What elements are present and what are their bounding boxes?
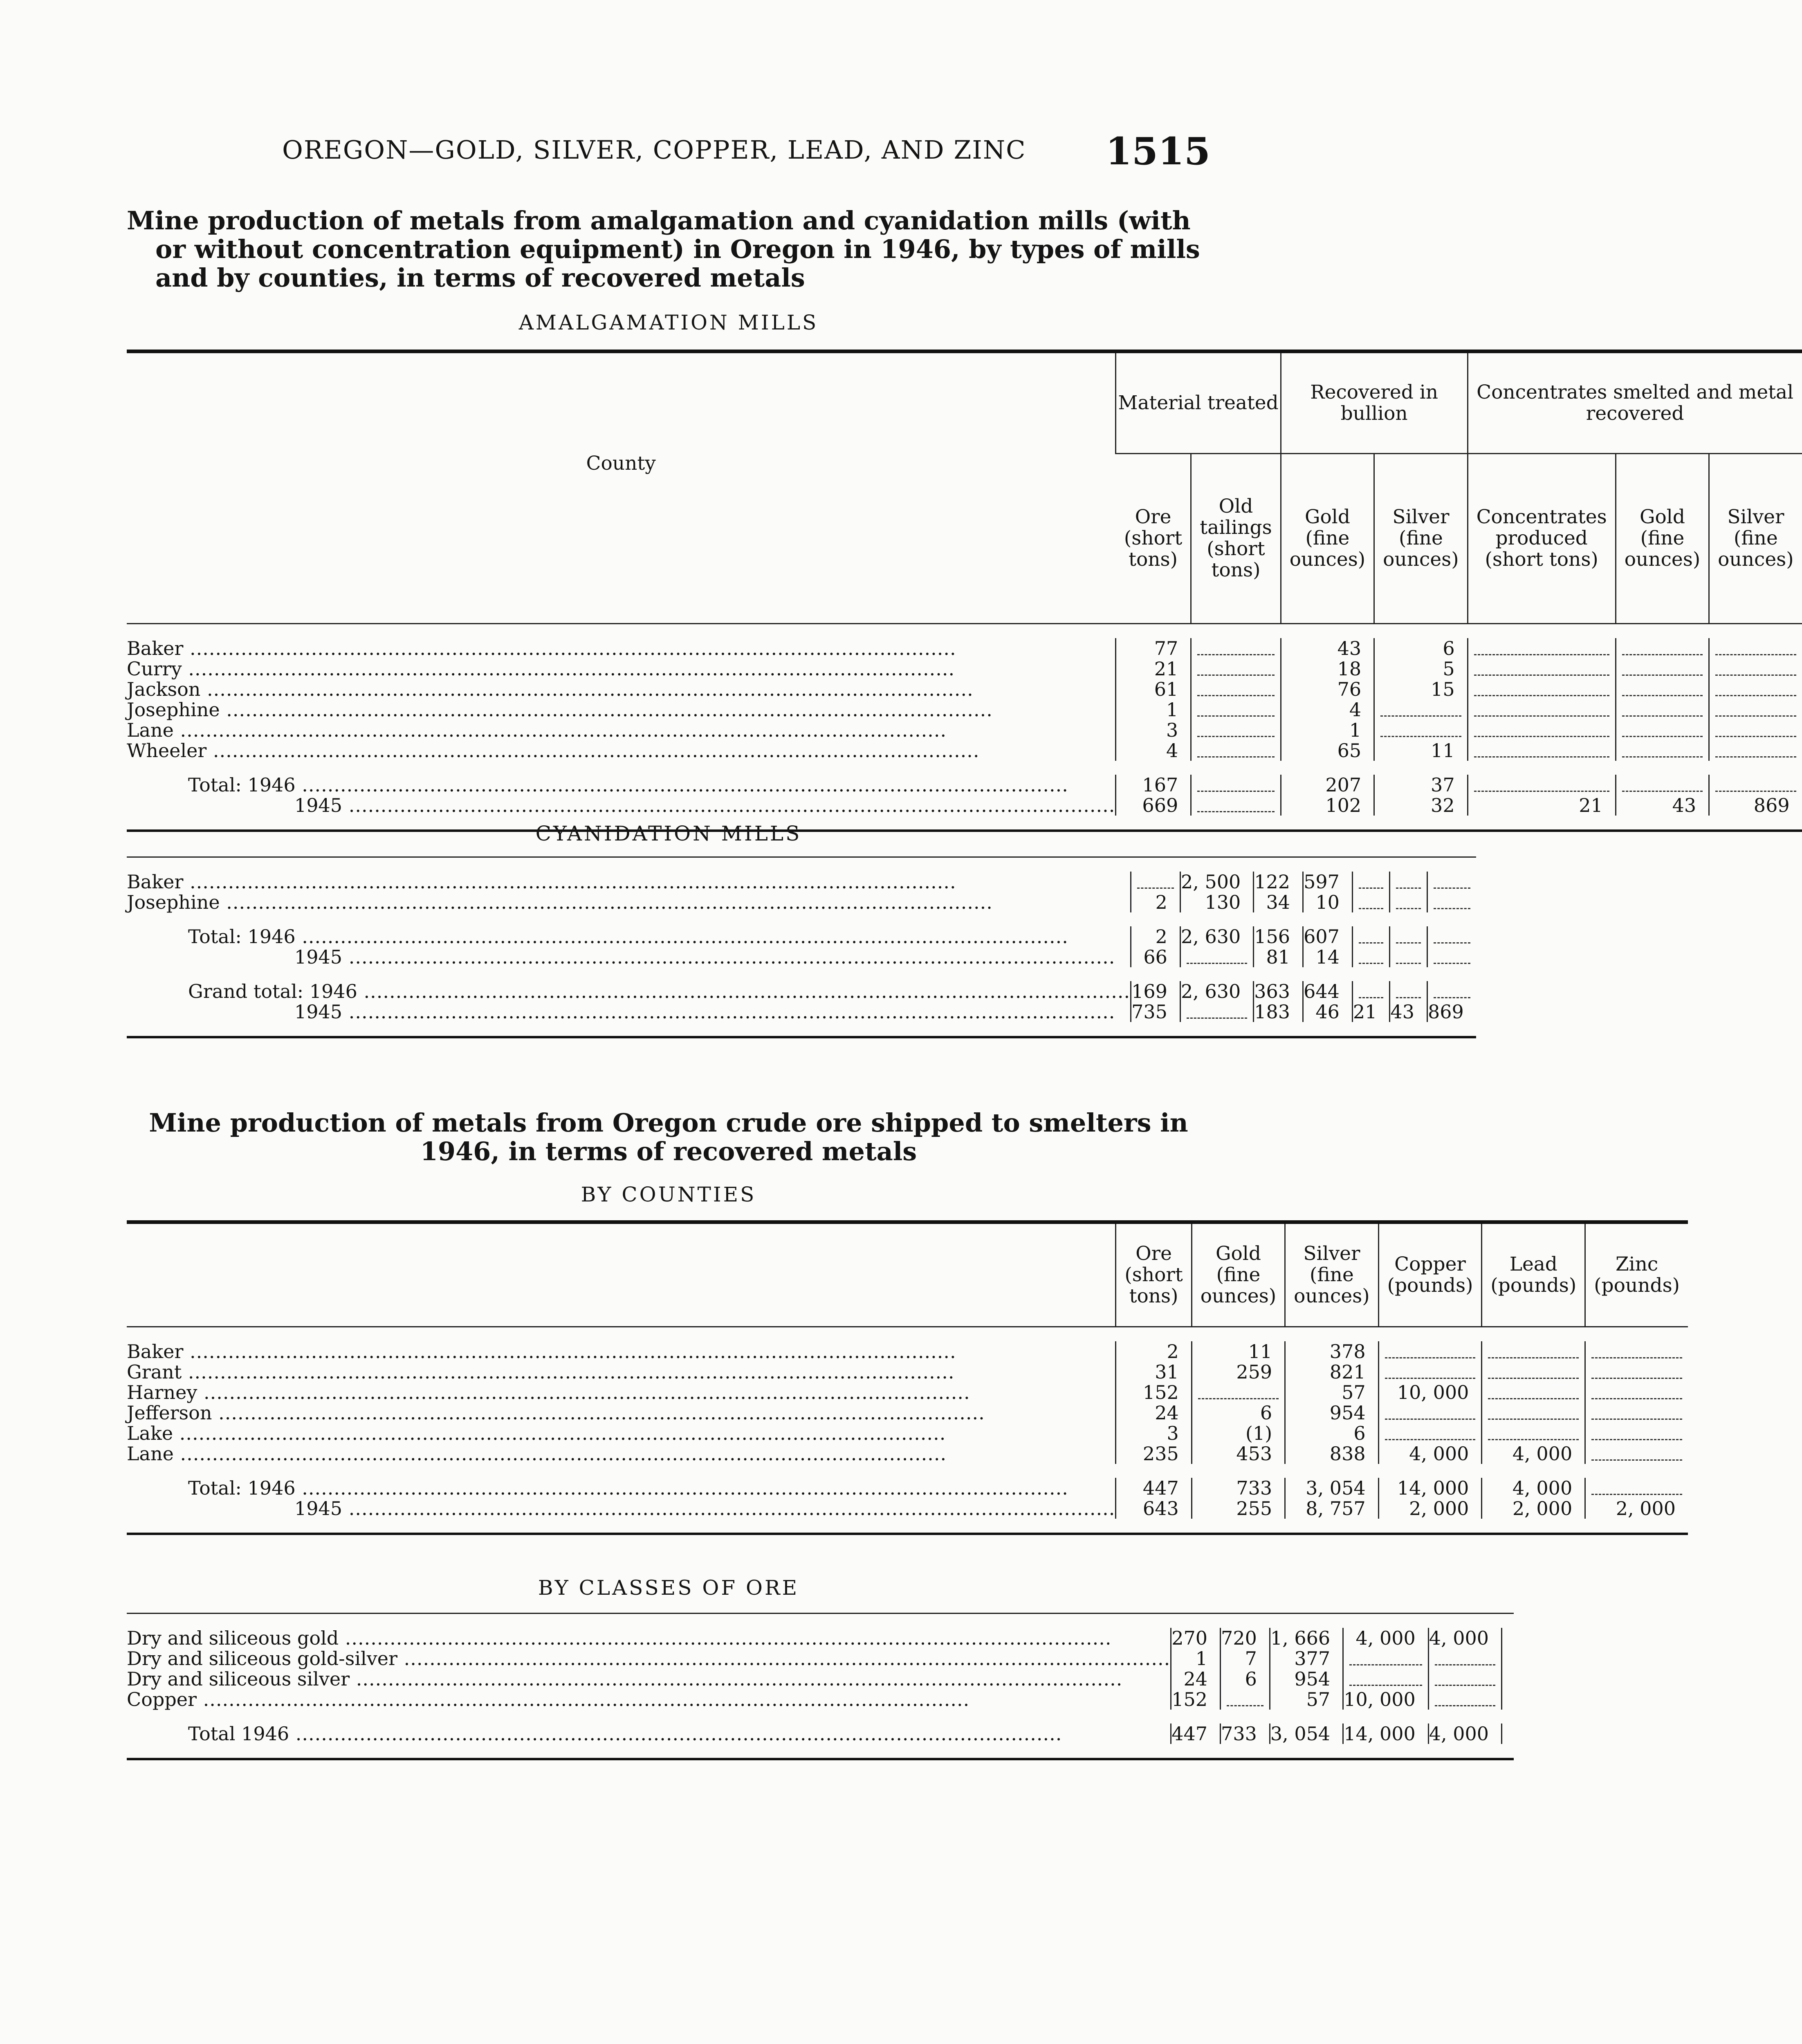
table1-caption: Mine production of metals from amalgamation and cyanidation mills (with or without concentration equipment) in Oregon in 1946, by types of mills and by counties, in terms of recovered metals xyxy=(127,206,1200,293)
total-row xyxy=(127,947,1476,967)
cell-gold: 65 xyxy=(1281,740,1374,761)
cell-silver: 32 xyxy=(1374,795,1468,816)
row-label-text: Lane xyxy=(127,1443,174,1465)
cyanidation-title: CYANIDATION MILLS xyxy=(535,822,802,845)
empty-cell-dashes xyxy=(1427,947,1476,967)
empty-cell-dashes xyxy=(1191,659,1281,679)
empty-cell-dashes xyxy=(1378,1403,1482,1423)
cell-gold: 7 xyxy=(1221,1648,1270,1669)
row-label: Josephine ........................................................................................................................ xyxy=(127,699,993,721)
cell-lead: 4, 000 xyxy=(1428,1628,1501,1648)
cell-gold: 34 xyxy=(1254,892,1303,912)
empty-cell-dashes xyxy=(1428,1689,1501,1710)
cell-csilver: 869 xyxy=(1709,795,1802,816)
row-label-text: Dry and siliceous gold-silver xyxy=(127,1647,397,1670)
cell-ore: 31 xyxy=(1116,1362,1192,1382)
empty-cell-dashes xyxy=(1378,1341,1482,1362)
table-row xyxy=(127,659,1802,679)
t2-col-gold: Gold (fine ounces) xyxy=(1192,1222,1285,1327)
cell-ore: 2 xyxy=(1131,892,1180,912)
cell-gold: 720 xyxy=(1221,1628,1270,1648)
cell-ore: 77 xyxy=(1116,638,1191,659)
cell-ore: 447 xyxy=(1171,1724,1221,1744)
empty-cell-dashes xyxy=(1390,872,1427,892)
empty-cell-dashes xyxy=(1378,1423,1482,1443)
empty-cell-dashes xyxy=(1131,872,1180,892)
empty-cell-dashes xyxy=(1502,1669,1514,1689)
empty-cell-dashes xyxy=(1221,1689,1270,1710)
cell-gold: 733 xyxy=(1221,1724,1270,1744)
col-concentrates-produced: Concentrates produced (short tons) xyxy=(1468,453,1616,623)
empty-cell-dashes xyxy=(1352,981,1390,1002)
cell-copper: 2, 000 xyxy=(1378,1498,1482,1519)
empty-cell-dashes xyxy=(1352,872,1390,892)
cell-gold: 733 xyxy=(1192,1478,1285,1498)
table-row xyxy=(127,1341,1688,1362)
cell-gold: 255 xyxy=(1192,1498,1285,1519)
row-label-text: Josephine xyxy=(127,891,220,913)
row-label-text: Wheeler xyxy=(127,740,207,762)
cell-silver: 46 xyxy=(1303,1002,1353,1022)
row-label: Jefferson ........................................................................................................................ xyxy=(127,1402,985,1424)
cell-silver: 644 xyxy=(1303,981,1353,1002)
by-counties-title: BY COUNTIES xyxy=(581,1183,756,1206)
cell-silver: 377 xyxy=(1270,1648,1343,1669)
cell-gold: 76 xyxy=(1281,679,1374,699)
empty-cell-dashes xyxy=(1502,1724,1514,1744)
cell-ore: 235 xyxy=(1116,1443,1192,1464)
empty-cell-dashes xyxy=(1352,947,1390,967)
empty-cell-dashes xyxy=(1709,775,1802,795)
cell-lead: 4, 000 xyxy=(1482,1478,1585,1498)
table-row xyxy=(127,1423,1688,1443)
cell-gold: 183 xyxy=(1254,1002,1303,1022)
cell-cgold: 43 xyxy=(1616,795,1709,816)
row-label-text: Total 1946 xyxy=(188,1723,289,1745)
cell-gold: 122 xyxy=(1254,872,1303,892)
cell-ore: 2 xyxy=(1116,1341,1192,1362)
cell-silver: 5 xyxy=(1374,659,1468,679)
cell-gold: 207 xyxy=(1281,775,1374,795)
empty-cell-dashes xyxy=(1616,659,1709,679)
empty-cell-dashes xyxy=(1343,1669,1429,1689)
empty-cell-dashes xyxy=(1374,699,1468,720)
grand-total-row xyxy=(127,981,1476,1002)
row-label: Dry and siliceous gold ........................................................................................................................ xyxy=(127,1627,1112,1649)
cell-ore: 61 xyxy=(1116,679,1191,699)
cell-lead: 4, 000 xyxy=(1482,1443,1585,1464)
cell-ore: 24 xyxy=(1171,1669,1221,1689)
cell-copper: 10, 000 xyxy=(1378,1382,1482,1403)
empty-cell-dashes xyxy=(1585,1382,1688,1403)
t2-col-ore: Ore (short tons) xyxy=(1116,1222,1192,1327)
row-label-text: Josephine xyxy=(127,699,220,721)
cell-ore: 4 xyxy=(1116,740,1191,761)
row-label-text: Baker xyxy=(127,637,184,659)
row-label: Lane ........................................................................................................................ xyxy=(127,1443,947,1465)
row-label-text: Baker xyxy=(127,1340,184,1363)
empty-cell-dashes xyxy=(1427,981,1476,1002)
cell-silver: 597 xyxy=(1303,872,1353,892)
cell-ore: 447 xyxy=(1116,1478,1192,1498)
cell-copper: 10, 000 xyxy=(1343,1689,1429,1710)
table1-cyanidation xyxy=(127,856,1476,1038)
empty-cell-dashes xyxy=(1192,1382,1285,1403)
cell-ore: 3 xyxy=(1116,1423,1192,1443)
cell-silver: 607 xyxy=(1303,926,1353,947)
row-label: Grand total: 1946 ........................................................................................................................ xyxy=(188,980,1131,1002)
empty-cell-dashes xyxy=(1482,1362,1585,1382)
empty-cell-dashes xyxy=(1482,1403,1585,1423)
empty-cell-dashes xyxy=(1709,679,1802,699)
col-county: County xyxy=(586,452,656,475)
row-label-text: Total: 1946 xyxy=(188,1477,296,1499)
empty-cell-dashes xyxy=(1180,947,1253,967)
table-row xyxy=(127,740,1802,761)
cell-silver: 10 xyxy=(1303,892,1353,912)
empty-cell-dashes xyxy=(1390,926,1427,947)
empty-cell-dashes xyxy=(1468,699,1616,720)
cell-gold: 1 xyxy=(1281,720,1374,740)
empty-cell-dashes xyxy=(1616,775,1709,795)
row-label-text: Lane xyxy=(127,719,174,741)
cell-tailings: 2, 630 xyxy=(1180,926,1253,947)
row-label-text: 1945 xyxy=(294,1497,343,1520)
t2-col-silver: Silver (fine ounces) xyxy=(1285,1222,1378,1327)
row-label: Jackson ........................................................................................................................ xyxy=(127,678,974,700)
empty-cell-dashes xyxy=(1374,720,1468,740)
cell-copper: 14, 000 xyxy=(1378,1478,1482,1498)
cell-conc: 21 xyxy=(1352,1002,1390,1022)
cell-silver: 57 xyxy=(1270,1689,1343,1710)
empty-cell-dashes xyxy=(1585,1478,1688,1498)
running-head xyxy=(282,129,1210,173)
cell-ore: 24 xyxy=(1116,1403,1192,1423)
empty-cell-dashes xyxy=(1502,1648,1514,1669)
row-label: 1945 ........................................................................................................................ xyxy=(294,946,1115,968)
cell-csilver: 869 xyxy=(1427,1002,1476,1022)
cell-ore: 1 xyxy=(1116,699,1191,720)
table-row xyxy=(127,872,1476,892)
cell-silver: 821 xyxy=(1285,1362,1378,1382)
table-row xyxy=(127,638,1802,659)
empty-cell-dashes xyxy=(1709,740,1802,761)
empty-cell-dashes xyxy=(1343,1648,1429,1669)
empty-cell-dashes xyxy=(1709,659,1802,679)
table-row xyxy=(127,892,1476,912)
row-label-text: Total: 1946 xyxy=(188,774,296,796)
empty-cell-dashes xyxy=(1428,1648,1501,1669)
empty-cell-dashes xyxy=(1585,1341,1688,1362)
cell-gold: 11 xyxy=(1192,1341,1285,1362)
cell-ore: 169 xyxy=(1131,981,1180,1002)
empty-cell-dashes xyxy=(1191,699,1281,720)
empty-cell-dashes xyxy=(1191,638,1281,659)
empty-cell-dashes xyxy=(1191,720,1281,740)
cell-ore: 669 xyxy=(1116,795,1191,816)
col-gold: Gold (fine ounces) xyxy=(1281,453,1374,623)
t2-col-lead: Lead (pounds) xyxy=(1482,1222,1585,1327)
table-row xyxy=(127,1403,1688,1423)
t2-col-copper: Copper (pounds) xyxy=(1378,1222,1482,1327)
cell-gold: 363 xyxy=(1254,981,1303,1002)
table1-amalgamation xyxy=(127,350,1802,832)
cell-silver: 954 xyxy=(1285,1403,1378,1423)
row-label: Harney ........................................................................................................................ xyxy=(127,1381,970,1403)
empty-cell-dashes xyxy=(1616,679,1709,699)
empty-cell-dashes xyxy=(1428,1669,1501,1689)
row-label: 1945 ........................................................................................................................ xyxy=(294,1497,1115,1520)
total-row xyxy=(127,1498,1688,1519)
empty-cell-dashes xyxy=(1502,1689,1514,1710)
total-row xyxy=(127,926,1476,947)
row-label: Curry ........................................................................................................................ xyxy=(127,658,955,680)
empty-cell-dashes xyxy=(1468,638,1616,659)
cell-silver: 57 xyxy=(1285,1382,1378,1403)
cell-silver: 11 xyxy=(1374,740,1468,761)
group-bullion: Recovered in bullion xyxy=(1281,352,1468,454)
row-label-text: 1945 xyxy=(294,794,343,816)
table-row xyxy=(127,1382,1688,1403)
total-row xyxy=(127,1724,1514,1744)
row-label-text: Baker xyxy=(127,871,184,893)
empty-cell-dashes xyxy=(1585,1362,1688,1382)
empty-cell-dashes xyxy=(1191,740,1281,761)
col-ore: Ore (short tons) xyxy=(1124,506,1183,571)
grand-total-row xyxy=(127,1002,1476,1022)
cell-ore: 270 xyxy=(1171,1628,1221,1648)
table2-caption: Mine production of metals from Oregon crude ore shipped to smelters in 1946, in terms of recovered metals xyxy=(149,1108,1188,1166)
row-label-text: Curry xyxy=(127,658,182,680)
cell-silver: 8, 757 xyxy=(1285,1498,1378,1519)
row-label: Baker ........................................................................................................................ xyxy=(127,1340,956,1363)
cell-silver: 6 xyxy=(1374,638,1468,659)
empty-cell-dashes xyxy=(1616,638,1709,659)
row-label: Grant ........................................................................................................................ xyxy=(127,1361,955,1383)
table-row xyxy=(127,1648,1514,1669)
empty-cell-dashes xyxy=(1482,1341,1585,1362)
row-label: 1945 ........................................................................................................................ xyxy=(294,794,1115,816)
cell-gold: 259 xyxy=(1192,1362,1285,1382)
running-head-title: OREGON—GOLD, SILVER, COPPER, LEAD, AND ZINC xyxy=(282,135,1026,165)
t2-col-zinc: Zinc (pounds) xyxy=(1585,1222,1688,1327)
empty-cell-dashes xyxy=(1482,1423,1585,1443)
cell-silver: 14 xyxy=(1303,947,1353,967)
row-label: Wheeler ........................................................................................................................ xyxy=(127,740,980,762)
cell-silver: 6 xyxy=(1285,1423,1378,1443)
empty-cell-dashes xyxy=(1616,720,1709,740)
empty-cell-dashes xyxy=(1191,795,1281,816)
table-row xyxy=(127,1628,1514,1648)
cell-gold: 6 xyxy=(1192,1403,1285,1423)
row-label-text: Harney xyxy=(127,1381,197,1403)
col-conc-gold: Gold (fine ounces) xyxy=(1616,453,1709,623)
empty-cell-dashes xyxy=(1585,1443,1688,1464)
total-row xyxy=(127,795,1802,816)
empty-cell-dashes xyxy=(1352,926,1390,947)
row-label: Total: 1946 ........................................................................................................................ xyxy=(188,926,1068,948)
table-row xyxy=(127,1689,1514,1710)
row-label: Copper ........................................................................................................................ xyxy=(127,1688,970,1710)
row-label: Baker ........................................................................................................................ xyxy=(127,871,956,893)
col-conc-silver: Silver (fine ounces) xyxy=(1709,453,1802,623)
row-label-text: Dry and siliceous silver xyxy=(127,1668,350,1690)
cell-copper: 14, 000 xyxy=(1343,1724,1429,1744)
cell-gold: 81 xyxy=(1254,947,1303,967)
page-number: 1515 xyxy=(1105,129,1210,173)
empty-cell-dashes xyxy=(1390,892,1427,912)
cell-cgold: 43 xyxy=(1390,1002,1427,1022)
group-concentrates: Concentrates smelted and metal recovered xyxy=(1468,352,1802,454)
empty-cell-dashes xyxy=(1191,775,1281,795)
row-label: Dry and siliceous gold-silver ........................................................................................................................ xyxy=(127,1647,1171,1670)
empty-cell-dashes xyxy=(1468,740,1616,761)
cell-silver: 3, 054 xyxy=(1285,1478,1378,1498)
empty-cell-dashes xyxy=(1709,720,1802,740)
cell-ore: 1 xyxy=(1171,1648,1221,1669)
row-label-text: 1945 xyxy=(294,1001,343,1023)
empty-cell-dashes xyxy=(1585,1423,1688,1443)
empty-cell-dashes xyxy=(1378,1362,1482,1382)
cell-ore: 3 xyxy=(1116,720,1191,740)
group-material-treated: Material treated xyxy=(1116,352,1281,454)
row-label-text: Lake xyxy=(127,1422,173,1444)
row-label-text: Grant xyxy=(127,1361,182,1383)
row-label-text: 1945 xyxy=(294,946,343,968)
table2-classes xyxy=(127,1613,1514,1760)
cell-ore: 735 xyxy=(1131,1002,1180,1022)
row-label: Total 1946 ........................................................................................................................ xyxy=(188,1723,1062,1745)
row-label-text: Jefferson xyxy=(127,1402,212,1424)
cell-gold: 43 xyxy=(1281,638,1374,659)
cell-ore: 643 xyxy=(1116,1498,1192,1519)
cell-conc: 21 xyxy=(1468,795,1616,816)
row-label: Lane ........................................................................................................................ xyxy=(127,719,947,741)
cell-ore: 2 xyxy=(1131,926,1180,947)
empty-cell-dashes xyxy=(1709,638,1802,659)
cell-silver: 838 xyxy=(1285,1443,1378,1464)
cell-gold: 453 xyxy=(1192,1443,1285,1464)
empty-cell-dashes xyxy=(1468,659,1616,679)
total-row xyxy=(127,1478,1688,1498)
cell-lead: 2, 000 xyxy=(1482,1498,1585,1519)
cell-copper: 4, 000 xyxy=(1378,1443,1482,1464)
row-label: Baker ........................................................................................................................ xyxy=(127,637,956,659)
cell-ore: 66 xyxy=(1131,947,1180,967)
by-classes-title: BY CLASSES OF ORE xyxy=(538,1576,799,1600)
table-row xyxy=(127,1669,1514,1689)
cell-silver: 1, 666 xyxy=(1270,1628,1343,1648)
empty-cell-dashes xyxy=(1468,775,1616,795)
cell-gold: 6 xyxy=(1221,1669,1270,1689)
row-label: Josephine ........................................................................................................................ xyxy=(127,891,993,913)
row-label: 1945 ........................................................................................................................ xyxy=(294,1001,1115,1023)
row-label-text: Grand total: 1946 xyxy=(188,980,357,1002)
cell-gold: 18 xyxy=(1281,659,1374,679)
empty-cell-dashes xyxy=(1427,892,1476,912)
cell-copper: 4, 000 xyxy=(1343,1628,1429,1648)
row-label-text: Copper xyxy=(127,1688,197,1710)
empty-cell-dashes xyxy=(1616,740,1709,761)
cell-tailings: 130 xyxy=(1180,892,1253,912)
cell-tailings: 2, 630 xyxy=(1180,981,1253,1002)
cell-gold: 156 xyxy=(1254,926,1303,947)
col-old-tailings: Old tailings (short tons) xyxy=(1191,453,1281,623)
empty-cell-dashes xyxy=(1502,1628,1514,1648)
row-label: Total: 1946 ........................................................................................................................ xyxy=(188,774,1068,796)
cell-tailings: 2, 500 xyxy=(1180,872,1253,892)
empty-cell-dashes xyxy=(1427,872,1476,892)
table-row xyxy=(127,720,1802,740)
cell-silver: 378 xyxy=(1285,1341,1378,1362)
empty-cell-dashes xyxy=(1390,947,1427,967)
cell-gold: (1) xyxy=(1192,1423,1285,1443)
table-row xyxy=(127,1443,1688,1464)
cell-gold: 4 xyxy=(1281,699,1374,720)
row-label-text: Jackson xyxy=(127,678,201,700)
empty-cell-dashes xyxy=(1191,679,1281,699)
empty-cell-dashes xyxy=(1482,1382,1585,1403)
cell-silver: 3, 054 xyxy=(1270,1724,1343,1744)
cell-ore: 152 xyxy=(1171,1689,1221,1710)
cell-silver: 37 xyxy=(1374,775,1468,795)
empty-cell-dashes xyxy=(1585,1403,1688,1423)
cell-ore: 21 xyxy=(1116,659,1191,679)
cell-lead: 4, 000 xyxy=(1428,1724,1501,1744)
table2-counties xyxy=(127,1220,1688,1535)
row-label: Lake ........................................................................................................................ xyxy=(127,1422,946,1444)
table-row xyxy=(127,699,1802,720)
empty-cell-dashes xyxy=(1180,1002,1253,1022)
empty-cell-dashes xyxy=(1468,720,1616,740)
row-label: Total: 1946 ........................................................................................................................ xyxy=(188,1477,1068,1499)
cell-silver: 15 xyxy=(1374,679,1468,699)
amalgamation-title: AMALGAMATION MILLS xyxy=(518,311,819,334)
table-row xyxy=(127,1362,1688,1382)
cell-gold: 102 xyxy=(1281,795,1374,816)
col-silver: Silver (fine ounces) xyxy=(1374,453,1468,623)
row-label: Dry and siliceous silver ........................................................................................................................ xyxy=(127,1668,1123,1690)
table-row xyxy=(127,679,1802,699)
empty-cell-dashes xyxy=(1352,892,1390,912)
empty-cell-dashes xyxy=(1427,926,1476,947)
cell-silver: 954 xyxy=(1270,1669,1343,1689)
empty-cell-dashes xyxy=(1390,981,1427,1002)
row-label-text: Total: 1946 xyxy=(188,926,296,948)
cell-ore: 167 xyxy=(1116,775,1191,795)
row-label-text: Dry and siliceous gold xyxy=(127,1627,339,1649)
cell-zinc: 2, 000 xyxy=(1585,1498,1688,1519)
total-row xyxy=(127,775,1802,795)
empty-cell-dashes xyxy=(1468,679,1616,699)
cell-ore: 152 xyxy=(1116,1382,1192,1403)
empty-cell-dashes xyxy=(1616,699,1709,720)
empty-cell-dashes xyxy=(1709,699,1802,720)
